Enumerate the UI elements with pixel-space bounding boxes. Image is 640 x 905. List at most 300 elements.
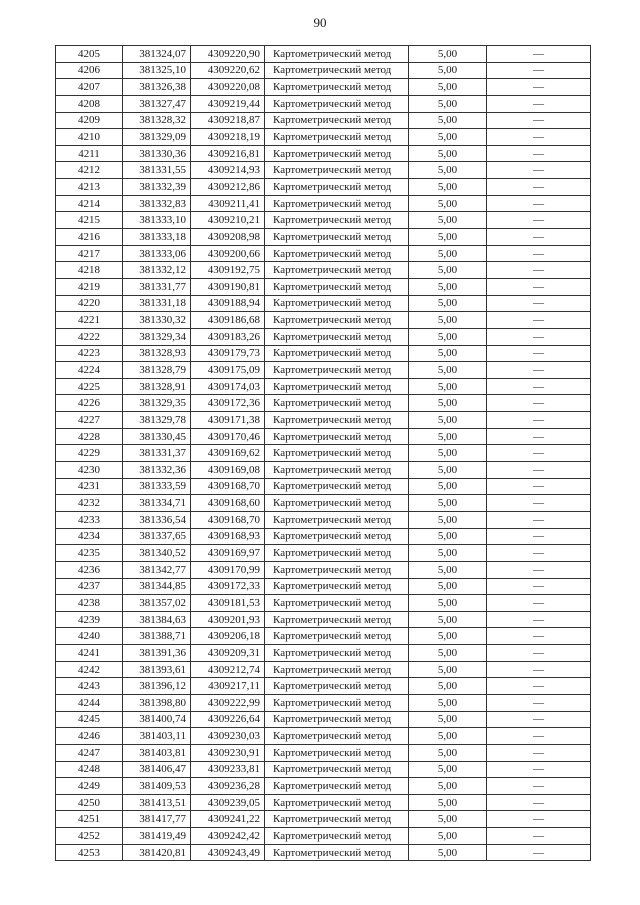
point-number-cell: 4227: [56, 412, 123, 429]
dash-cell: —: [487, 478, 591, 495]
y-coordinate-cell: 4309175,09: [191, 362, 265, 379]
point-number-cell: 4214: [56, 195, 123, 212]
method-cell: Картометрический метод: [265, 528, 409, 545]
method-cell: Картометрический метод: [265, 95, 409, 112]
precision-cell: 5,00: [409, 295, 487, 312]
dash-cell: —: [487, 678, 591, 695]
point-number-cell: 4210: [56, 129, 123, 146]
precision-cell: 5,00: [409, 495, 487, 512]
dash-cell: —: [487, 728, 591, 745]
dash-cell: —: [487, 278, 591, 295]
table-row: [56, 378, 591, 395]
point-number-cell: 4225: [56, 378, 123, 395]
method-cell: Картометрический метод: [265, 229, 409, 246]
method-cell: Картометрический метод: [265, 79, 409, 96]
x-coordinate-cell: 381328,79: [123, 362, 191, 379]
method-cell: Картометрический метод: [265, 661, 409, 678]
precision-cell: 5,00: [409, 362, 487, 379]
precision-cell: 5,00: [409, 445, 487, 462]
dash-cell: —: [487, 229, 591, 246]
point-number-cell: 4253: [56, 844, 123, 861]
point-number-cell: 4208: [56, 95, 123, 112]
dash-cell: —: [487, 778, 591, 795]
method-cell: Картометрический метод: [265, 378, 409, 395]
table-row: [56, 495, 591, 512]
y-coordinate-cell: 4309236,28: [191, 778, 265, 795]
dash-cell: —: [487, 145, 591, 162]
table-row: [56, 794, 591, 811]
method-cell: Картометрический метод: [265, 778, 409, 795]
table-row: [56, 245, 591, 262]
x-coordinate-cell: 381393,61: [123, 661, 191, 678]
y-coordinate-cell: 4309174,03: [191, 378, 265, 395]
point-number-cell: 4232: [56, 495, 123, 512]
y-coordinate-cell: 4309222,99: [191, 694, 265, 711]
dash-cell: —: [487, 362, 591, 379]
method-cell: Картометрический метод: [265, 462, 409, 479]
dash-cell: —: [487, 312, 591, 329]
table-row: [56, 179, 591, 196]
dash-cell: —: [487, 645, 591, 662]
precision-cell: 5,00: [409, 578, 487, 595]
method-cell: Картометрический метод: [265, 428, 409, 445]
method-cell: Картометрический метод: [265, 412, 409, 429]
point-number-cell: 4239: [56, 611, 123, 628]
point-number-cell: 4246: [56, 728, 123, 745]
method-cell: Картометрический метод: [265, 212, 409, 229]
table-row: [56, 578, 591, 595]
y-coordinate-cell: 4309241,22: [191, 811, 265, 828]
dash-cell: —: [487, 412, 591, 429]
y-coordinate-cell: 4309242,42: [191, 828, 265, 845]
point-number-cell: 4213: [56, 179, 123, 196]
x-coordinate-cell: 381333,59: [123, 478, 191, 495]
y-coordinate-cell: 4309210,21: [191, 212, 265, 229]
precision-cell: 5,00: [409, 811, 487, 828]
y-coordinate-cell: 4309226,64: [191, 711, 265, 728]
method-cell: Картометрический метод: [265, 445, 409, 462]
point-number-cell: 4234: [56, 528, 123, 545]
y-coordinate-cell: 4309211,41: [191, 195, 265, 212]
method-cell: Картометрический метод: [265, 828, 409, 845]
precision-cell: 5,00: [409, 229, 487, 246]
method-cell: Картометрический метод: [265, 744, 409, 761]
point-number-cell: 4242: [56, 661, 123, 678]
table-row: [56, 79, 591, 96]
dash-cell: —: [487, 511, 591, 528]
dash-cell: —: [487, 262, 591, 279]
precision-cell: 5,00: [409, 844, 487, 861]
point-number-cell: 4226: [56, 395, 123, 412]
dash-cell: —: [487, 495, 591, 512]
point-number-cell: 4229: [56, 445, 123, 462]
method-cell: Картометрический метод: [265, 162, 409, 179]
precision-cell: 5,00: [409, 645, 487, 662]
dash-cell: —: [487, 162, 591, 179]
dash-cell: —: [487, 345, 591, 362]
x-coordinate-cell: 381331,77: [123, 278, 191, 295]
point-number-cell: 4249: [56, 778, 123, 795]
y-coordinate-cell: 4309170,46: [191, 428, 265, 445]
table-row: [56, 678, 591, 695]
table-row: [56, 595, 591, 612]
precision-cell: 5,00: [409, 828, 487, 845]
y-coordinate-cell: 4309190,81: [191, 278, 265, 295]
precision-cell: 5,00: [409, 611, 487, 628]
dash-cell: —: [487, 794, 591, 811]
table-row: [56, 312, 591, 329]
point-number-cell: 4237: [56, 578, 123, 595]
y-coordinate-cell: 4309170,99: [191, 561, 265, 578]
precision-cell: 5,00: [409, 412, 487, 429]
x-coordinate-cell: 381328,91: [123, 378, 191, 395]
precision-cell: 5,00: [409, 595, 487, 612]
y-coordinate-cell: 4309168,70: [191, 511, 265, 528]
dash-cell: —: [487, 462, 591, 479]
point-number-cell: 4205: [56, 46, 123, 63]
method-cell: Картометрический метод: [265, 395, 409, 412]
table-row: [56, 844, 591, 861]
y-coordinate-cell: 4309200,66: [191, 245, 265, 262]
table-row: [56, 345, 591, 362]
table-row: [56, 728, 591, 745]
table-row: [56, 145, 591, 162]
point-number-cell: 4209: [56, 112, 123, 129]
precision-cell: 5,00: [409, 794, 487, 811]
precision-cell: 5,00: [409, 345, 487, 362]
table-row: [56, 478, 591, 495]
table-row: [56, 262, 591, 279]
x-coordinate-cell: 381334,71: [123, 495, 191, 512]
method-cell: Картометрический метод: [265, 328, 409, 345]
dash-cell: —: [487, 578, 591, 595]
y-coordinate-cell: 4309172,36: [191, 395, 265, 412]
point-number-cell: 4238: [56, 595, 123, 612]
method-cell: Картометрический метод: [265, 761, 409, 778]
x-coordinate-cell: 381330,36: [123, 145, 191, 162]
dash-cell: —: [487, 844, 591, 861]
point-number-cell: 4243: [56, 678, 123, 695]
point-number-cell: 4216: [56, 229, 123, 246]
point-number-cell: 4222: [56, 328, 123, 345]
x-coordinate-cell: 381325,10: [123, 62, 191, 79]
y-coordinate-cell: 4309169,08: [191, 462, 265, 479]
point-number-cell: 4250: [56, 794, 123, 811]
x-coordinate-cell: 381340,52: [123, 545, 191, 562]
method-cell: Картометрический метод: [265, 711, 409, 728]
x-coordinate-cell: 381329,35: [123, 395, 191, 412]
y-coordinate-cell: 4309168,70: [191, 478, 265, 495]
y-coordinate-cell: 4309186,68: [191, 312, 265, 329]
x-coordinate-cell: 381331,37: [123, 445, 191, 462]
precision-cell: 5,00: [409, 112, 487, 129]
table-row: [56, 744, 591, 761]
dash-cell: —: [487, 245, 591, 262]
method-cell: Картометрический метод: [265, 195, 409, 212]
table-row: [56, 628, 591, 645]
point-number-cell: 4212: [56, 162, 123, 179]
method-cell: Картометрический метод: [265, 345, 409, 362]
method-cell: Картометрический метод: [265, 611, 409, 628]
precision-cell: 5,00: [409, 145, 487, 162]
y-coordinate-cell: 4309219,44: [191, 95, 265, 112]
y-coordinate-cell: 4309169,97: [191, 545, 265, 562]
dash-cell: —: [487, 428, 591, 445]
table-row: [56, 229, 591, 246]
table-row: [56, 462, 591, 479]
x-coordinate-cell: 381344,85: [123, 578, 191, 595]
x-coordinate-cell: 381342,77: [123, 561, 191, 578]
dash-cell: —: [487, 694, 591, 711]
precision-cell: 5,00: [409, 528, 487, 545]
table-row: [56, 95, 591, 112]
dash-cell: —: [487, 545, 591, 562]
precision-cell: 5,00: [409, 678, 487, 695]
y-coordinate-cell: 4309218,87: [191, 112, 265, 129]
method-cell: Картометрический метод: [265, 578, 409, 595]
method-cell: Картометрический метод: [265, 278, 409, 295]
precision-cell: 5,00: [409, 478, 487, 495]
x-coordinate-cell: 381419,49: [123, 828, 191, 845]
y-coordinate-cell: 4309201,93: [191, 611, 265, 628]
x-coordinate-cell: 381329,34: [123, 328, 191, 345]
y-coordinate-cell: 4309216,81: [191, 145, 265, 162]
table-row: [56, 828, 591, 845]
x-coordinate-cell: 381403,81: [123, 744, 191, 761]
page-number: 90: [313, 15, 327, 30]
x-coordinate-cell: 381396,12: [123, 678, 191, 695]
dash-cell: —: [487, 661, 591, 678]
x-coordinate-cell: 381391,36: [123, 645, 191, 662]
table-row: [56, 611, 591, 628]
precision-cell: 5,00: [409, 245, 487, 262]
x-coordinate-cell: 381327,47: [123, 95, 191, 112]
y-coordinate-cell: 4309230,91: [191, 744, 265, 761]
precision-cell: 5,00: [409, 511, 487, 528]
x-coordinate-cell: 381417,77: [123, 811, 191, 828]
point-number-cell: 4206: [56, 62, 123, 79]
method-cell: Картометрический метод: [265, 179, 409, 196]
method-cell: Картометрический метод: [265, 811, 409, 828]
x-coordinate-cell: 381329,09: [123, 129, 191, 146]
y-coordinate-cell: 4309233,81: [191, 761, 265, 778]
precision-cell: 5,00: [409, 561, 487, 578]
table-row: [56, 112, 591, 129]
precision-cell: 5,00: [409, 195, 487, 212]
method-cell: Картометрический метод: [265, 794, 409, 811]
x-coordinate-cell: 381384,63: [123, 611, 191, 628]
precision-cell: 5,00: [409, 378, 487, 395]
point-number-cell: 4252: [56, 828, 123, 845]
point-number-cell: 4224: [56, 362, 123, 379]
x-coordinate-cell: 381333,10: [123, 212, 191, 229]
precision-cell: 5,00: [409, 312, 487, 329]
x-coordinate-cell: 381329,78: [123, 412, 191, 429]
point-number-cell: 4220: [56, 295, 123, 312]
dash-cell: —: [487, 195, 591, 212]
table-row: [56, 761, 591, 778]
y-coordinate-cell: 4309208,98: [191, 229, 265, 246]
dash-cell: —: [487, 811, 591, 828]
method-cell: Картометрический метод: [265, 62, 409, 79]
method-cell: Картометрический метод: [265, 295, 409, 312]
dash-cell: —: [487, 628, 591, 645]
table-row: [56, 395, 591, 412]
precision-cell: 5,00: [409, 46, 487, 63]
precision-cell: 5,00: [409, 62, 487, 79]
x-coordinate-cell: 381388,71: [123, 628, 191, 645]
table-row: [56, 62, 591, 79]
method-cell: Картометрический метод: [265, 561, 409, 578]
x-coordinate-cell: 381332,12: [123, 262, 191, 279]
y-coordinate-cell: 4309181,53: [191, 595, 265, 612]
dash-cell: —: [487, 129, 591, 146]
point-number-cell: 4207: [56, 79, 123, 96]
dash-cell: —: [487, 179, 591, 196]
y-coordinate-cell: 4309168,93: [191, 528, 265, 545]
dash-cell: —: [487, 828, 591, 845]
method-cell: Картометрический метод: [265, 145, 409, 162]
precision-cell: 5,00: [409, 694, 487, 711]
point-number-cell: 4248: [56, 761, 123, 778]
x-coordinate-cell: 381357,02: [123, 595, 191, 612]
table-row: [56, 778, 591, 795]
dash-cell: —: [487, 62, 591, 79]
point-number-cell: 4251: [56, 811, 123, 828]
method-cell: Картометрический метод: [265, 545, 409, 562]
y-coordinate-cell: 4309168,60: [191, 495, 265, 512]
precision-cell: 5,00: [409, 79, 487, 96]
point-number-cell: 4245: [56, 711, 123, 728]
point-number-cell: 4218: [56, 262, 123, 279]
point-number-cell: 4230: [56, 462, 123, 479]
x-coordinate-cell: 381420,81: [123, 844, 191, 861]
y-coordinate-cell: 4309220,90: [191, 46, 265, 63]
table-row: [56, 445, 591, 462]
dash-cell: —: [487, 112, 591, 129]
table-row: [56, 362, 591, 379]
x-coordinate-cell: 381330,32: [123, 312, 191, 329]
precision-cell: 5,00: [409, 462, 487, 479]
x-coordinate-cell: 381400,74: [123, 711, 191, 728]
x-coordinate-cell: 381333,18: [123, 229, 191, 246]
point-number-cell: 4241: [56, 645, 123, 662]
precision-cell: 5,00: [409, 728, 487, 745]
point-number-cell: 4233: [56, 511, 123, 528]
point-number-cell: 4217: [56, 245, 123, 262]
x-coordinate-cell: 381326,38: [123, 79, 191, 96]
y-coordinate-cell: 4309209,31: [191, 645, 265, 662]
method-cell: Картометрический метод: [265, 495, 409, 512]
table-row: [56, 511, 591, 528]
x-coordinate-cell: 381332,36: [123, 462, 191, 479]
y-coordinate-cell: 4309220,62: [191, 62, 265, 79]
x-coordinate-cell: 381413,51: [123, 794, 191, 811]
y-coordinate-cell: 4309183,26: [191, 328, 265, 345]
method-cell: Картометрический метод: [265, 478, 409, 495]
x-coordinate-cell: 381333,06: [123, 245, 191, 262]
precision-cell: 5,00: [409, 179, 487, 196]
table-row: [56, 694, 591, 711]
point-number-cell: 4240: [56, 628, 123, 645]
x-coordinate-cell: 381332,83: [123, 195, 191, 212]
method-cell: Картометрический метод: [265, 595, 409, 612]
dash-cell: —: [487, 744, 591, 761]
x-coordinate-cell: 381336,54: [123, 511, 191, 528]
table-row: [56, 412, 591, 429]
y-coordinate-cell: 4309243,49: [191, 844, 265, 861]
point-number-cell: 4221: [56, 312, 123, 329]
x-coordinate-cell: 381324,07: [123, 46, 191, 63]
table-row: [56, 811, 591, 828]
dash-cell: —: [487, 46, 591, 63]
dash-cell: —: [487, 378, 591, 395]
method-cell: Картометрический метод: [265, 511, 409, 528]
x-coordinate-cell: 381406,47: [123, 761, 191, 778]
method-cell: Картометрический метод: [265, 245, 409, 262]
method-cell: Картометрический метод: [265, 628, 409, 645]
dash-cell: —: [487, 445, 591, 462]
method-cell: Картометрический метод: [265, 46, 409, 63]
dash-cell: —: [487, 295, 591, 312]
table-row: [56, 46, 591, 63]
table-row: [56, 545, 591, 562]
table-row: [56, 195, 591, 212]
point-number-cell: 4244: [56, 694, 123, 711]
x-coordinate-cell: 381398,80: [123, 694, 191, 711]
precision-cell: 5,00: [409, 162, 487, 179]
table-row: [56, 212, 591, 229]
method-cell: Картометрический метод: [265, 645, 409, 662]
method-cell: Картометрический метод: [265, 312, 409, 329]
precision-cell: 5,00: [409, 744, 487, 761]
y-coordinate-cell: 4309192,75: [191, 262, 265, 279]
point-number-cell: 4223: [56, 345, 123, 362]
dash-cell: —: [487, 328, 591, 345]
precision-cell: 5,00: [409, 428, 487, 445]
table-row: [56, 162, 591, 179]
y-coordinate-cell: 4309239,05: [191, 794, 265, 811]
x-coordinate-cell: 381403,11: [123, 728, 191, 745]
table-row: [56, 561, 591, 578]
precision-cell: 5,00: [409, 661, 487, 678]
method-cell: Картометрический метод: [265, 694, 409, 711]
dash-cell: —: [487, 79, 591, 96]
method-cell: Картометрический метод: [265, 129, 409, 146]
table-row: [56, 428, 591, 445]
dash-cell: —: [487, 761, 591, 778]
x-coordinate-cell: 381409,53: [123, 778, 191, 795]
dash-cell: —: [487, 595, 591, 612]
point-number-cell: 4236: [56, 561, 123, 578]
y-coordinate-cell: 4309212,74: [191, 661, 265, 678]
precision-cell: 5,00: [409, 628, 487, 645]
point-number-cell: 4247: [56, 744, 123, 761]
x-coordinate-cell: 381337,65: [123, 528, 191, 545]
dash-cell: —: [487, 561, 591, 578]
precision-cell: 5,00: [409, 129, 487, 146]
x-coordinate-cell: 381330,45: [123, 428, 191, 445]
dash-cell: —: [487, 528, 591, 545]
point-number-cell: 4215: [56, 212, 123, 229]
dash-cell: —: [487, 212, 591, 229]
x-coordinate-cell: 381331,18: [123, 295, 191, 312]
method-cell: Картометрический метод: [265, 678, 409, 695]
table-row: [56, 295, 591, 312]
precision-cell: 5,00: [409, 395, 487, 412]
dash-cell: —: [487, 611, 591, 628]
point-number-cell: 4231: [56, 478, 123, 495]
